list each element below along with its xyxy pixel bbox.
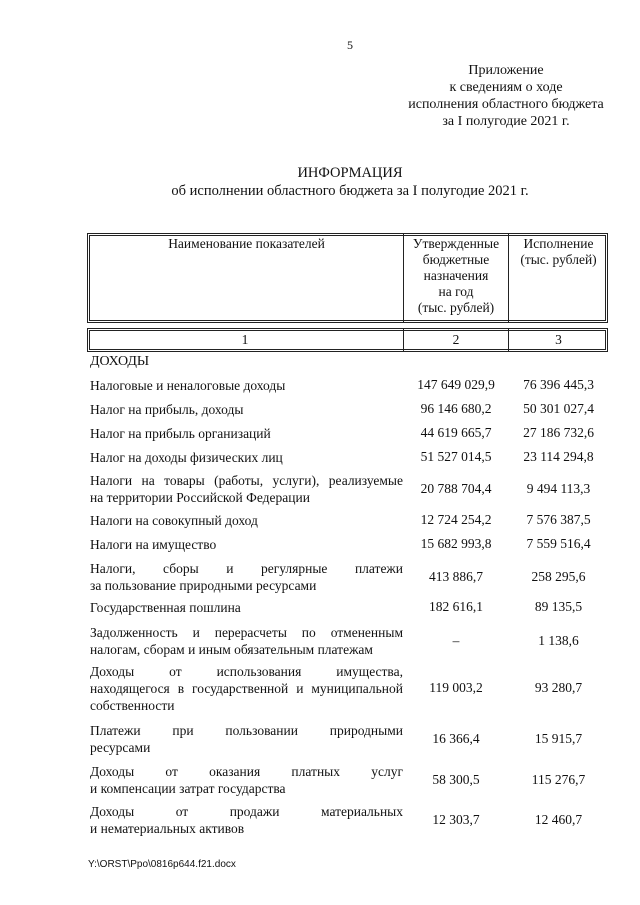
approved-value: 147 649 029,9: [417, 377, 495, 392]
indicator-name: [90, 425, 403, 442]
indicator-name-line: Платежи при пользовании природными: [90, 723, 403, 738]
indicator-name-line: Доходы от оказания платных услуг: [90, 764, 403, 779]
approved-value: 44 619 665,7: [420, 425, 492, 440]
header-indicator-name: Наименование показателей: [168, 236, 325, 251]
indicator-name-line: Налог на прибыль, доходы: [90, 402, 244, 417]
appendix-note: [388, 62, 624, 130]
indicator-name: [90, 663, 403, 714]
executed-value: 50 301 027,4: [523, 401, 594, 416]
approved-value: 182 616,1: [429, 599, 483, 614]
indicator-name-line: и компенсации затрат государства: [90, 781, 286, 796]
indicator-name: [90, 536, 403, 553]
indicator-name-line: Налог на прибыль организаций: [90, 426, 271, 441]
indicator-name: [90, 763, 403, 797]
header-line: назначения: [423, 268, 489, 283]
column-number: 3: [555, 332, 562, 347]
indicator-name-line: Налоги на товары (работы, услуги), реализуемые: [90, 473, 403, 488]
indicator-name-line: и нематериальных активов: [90, 821, 245, 836]
document-title: ИНФОРМАЦИЯ: [297, 165, 403, 181]
indicator-name: [90, 803, 403, 837]
header-line: Утвержденные: [412, 236, 500, 251]
appendix-line: исполнения областного бюджета: [408, 97, 604, 112]
executed-value: 89 135,5: [534, 599, 583, 614]
appendix-line: Приложение: [468, 63, 544, 78]
executed-value: 15 915,7: [534, 731, 583, 746]
indicator-name: [90, 624, 403, 658]
executed-value: 115 276,7: [531, 772, 586, 787]
header-line: бюджетные: [422, 252, 490, 267]
approved-value: 16 366,4: [432, 731, 480, 746]
appendix-line: к сведениям о ходе: [449, 80, 563, 95]
indicator-name-line: находящегося в государственной и муниципальной: [90, 681, 403, 696]
indicator-name: [90, 599, 403, 616]
approved-value: 58 300,5: [432, 772, 480, 787]
indicator-name-line: Доходы от продажи материальных: [90, 804, 403, 819]
indicator-name-line: собственности: [90, 698, 175, 713]
indicator-name: [90, 472, 403, 506]
approved-value: 20 788 704,4: [420, 481, 492, 496]
executed-value: 1 138,6: [538, 633, 579, 648]
indicator-name-line: Налоги на имущество: [90, 537, 217, 552]
page-number: 5: [347, 38, 353, 52]
approved-value: 96 146 680,2: [420, 401, 492, 416]
executed-value: 12 460,7: [534, 812, 583, 827]
indicator-name: [90, 377, 403, 394]
document-subtitle: об исполнении областного бюджета за I полугодие 2021 г.: [171, 183, 529, 199]
executed-value: 23 114 294,8: [523, 449, 594, 464]
indicator-name-line: Налоги, сборы и регулярные платежи: [90, 561, 403, 576]
indicator-name-line: налогам, сборам и иным обязательным платежам: [90, 642, 373, 657]
executed-value: 27 186 732,6: [523, 425, 594, 440]
executed-value: 93 280,7: [534, 680, 583, 695]
executed-value: 258 295,6: [531, 569, 586, 584]
indicator-name-line: Задолженность и перерасчеты по отмененным: [90, 625, 403, 640]
header-line: (тыс. рублей): [520, 252, 597, 267]
approved-value: 12 724 254,2: [420, 512, 492, 527]
indicator-name-line: Государственная пошлина: [90, 600, 241, 615]
indicator-name: [90, 560, 403, 594]
indicator-name-line: Налоговые и неналоговые доходы: [90, 378, 286, 393]
appendix-line: за I полугодие 2021 г.: [442, 114, 570, 129]
header-line: на год: [438, 284, 474, 299]
approved-value: 51 527 014,5: [420, 449, 492, 464]
column-number: 1: [241, 332, 249, 347]
indicator-name: [90, 449, 403, 466]
indicator-name-line: за пользование природными ресурсами: [90, 578, 317, 593]
header-approved: [404, 236, 508, 316]
column-number: 2: [452, 332, 460, 347]
executed-value: 7 559 516,4: [526, 536, 591, 551]
approved-value: 119 003,2: [429, 680, 483, 695]
executed-value: 9 494 113,3: [526, 481, 591, 496]
indicator-name: [90, 722, 403, 756]
approved-value: 12 303,7: [432, 812, 480, 827]
approved-value: 413 886,7: [429, 569, 483, 584]
executed-value: 76 396 445,3: [523, 377, 594, 392]
header-line: Исполнение: [523, 236, 594, 251]
indicator-name: [90, 401, 403, 418]
indicator-name-line: Налоги на совокупный доход: [90, 513, 258, 528]
header-executed: [509, 236, 608, 268]
indicator-name-line: Налог на доходы физических лиц: [90, 450, 283, 465]
indicator-name-line: ресурсами: [90, 740, 151, 755]
header-line: (тыс. рублей): [417, 300, 495, 315]
section-heading: ДОХОДЫ: [90, 354, 150, 369]
indicator-name-line: на территории Российской Федерации: [90, 490, 310, 505]
indicator-name: [90, 512, 403, 529]
approved-value: –: [452, 633, 460, 648]
file-path-footer: Y:\ORST\Ppo\0816p644.f21.docx: [88, 859, 236, 870]
indicator-name-line: Доходы от использования имущества,: [90, 664, 403, 679]
executed-value: 7 576 387,5: [526, 512, 591, 527]
approved-value: 15 682 993,8: [420, 536, 492, 551]
